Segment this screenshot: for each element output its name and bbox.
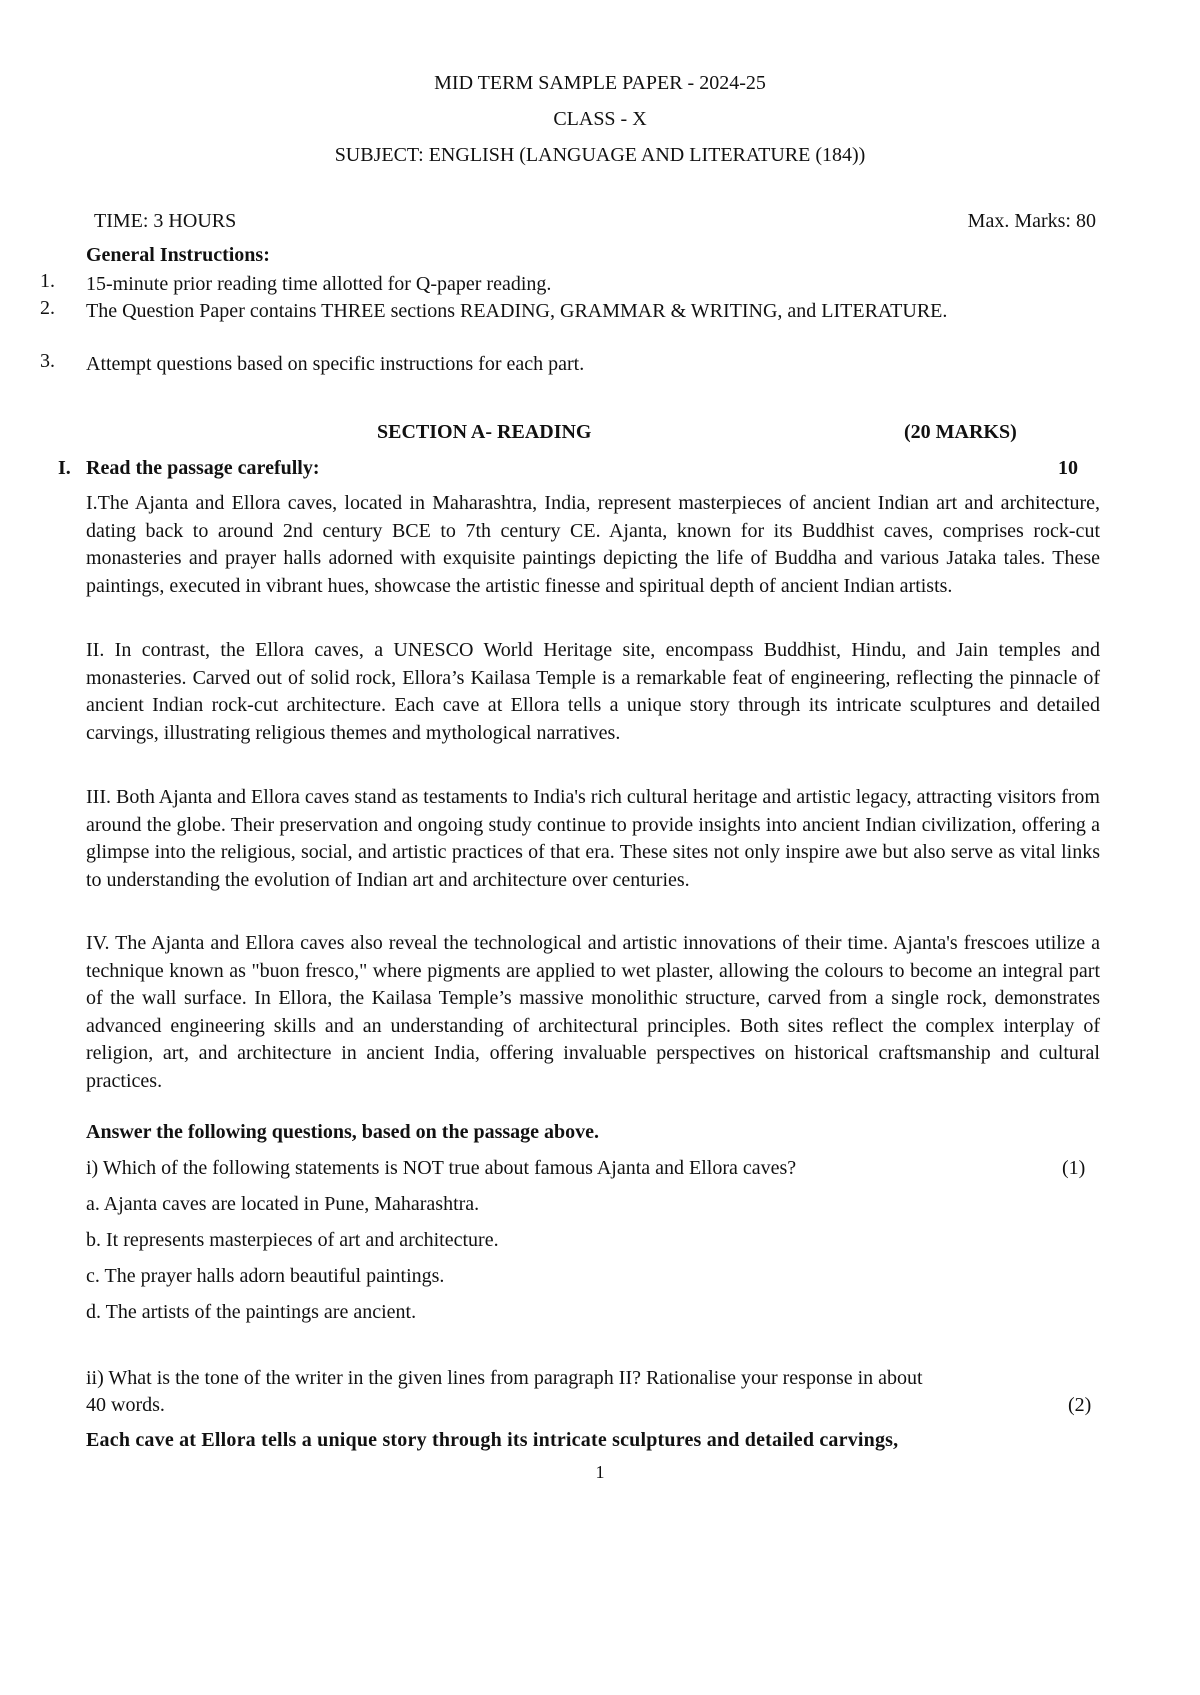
instruction-text: Attempt questions based on specific instructions for each part.: [86, 353, 585, 375]
paper-title: MID TERM SAMPLE PAPER - 2024-25: [434, 72, 766, 94]
question-ii-text-cont: 40 words.: [86, 1394, 165, 1416]
instruction-number: 2.: [40, 297, 55, 319]
instructions-heading: General Instructions:: [86, 244, 270, 266]
option-b: b. It represents masterpieces of art and architecture.: [86, 1229, 499, 1251]
question-ii-quote: Each cave at Ellora tells a unique story through its intricate sculptures and detailed carvings,: [86, 1429, 899, 1451]
question-prompt: Read the passage carefully:: [86, 457, 320, 479]
max-marks-label: Max. Marks: 80: [967, 210, 1096, 232]
page-number: 1: [595, 1462, 605, 1482]
passage-paragraph: I.The Ajanta and Ellora caves, located in Maharashtra, India, represent masterpieces of ancient Indian art and architecture, dating back to around 2nd century BCE to 7th century CE. Ajanta, known for its Buddhist caves, comprises rock-cut monasteries and prayer halls adorned with exquisite paintings depicting the life of Buddha and various Jataka tales. These paintings, executed in vibrant hues, showcase the artistic finesse and spiritual depth of ancient Indian artists.: [86, 492, 1100, 597]
option-d: d. The artists of the paintings are ancient.: [86, 1301, 417, 1323]
class-label: CLASS - X: [553, 108, 647, 130]
option-c: c. The prayer halls adorn beautiful paintings.: [86, 1265, 445, 1287]
questions-heading: Answer the following questions, based on the passage above.: [86, 1121, 600, 1143]
question-number: I.: [58, 457, 71, 479]
question-i-marks: (1): [1062, 1157, 1086, 1179]
section-marks: (20 MARKS): [904, 421, 1017, 443]
question-ii-marks: (2): [1068, 1394, 1092, 1416]
instruction-text: 15-minute prior reading time allotted for Q-paper reading.: [86, 273, 552, 295]
passage-paragraph: IV. The Ajanta and Ellora caves also reveal the technological and artistic innovations of their time. Ajanta's frescoes utilize a technique known as "buon fresco," where pigments are applied to wet plaster, allowing the colours to become an integral part of the wall surface. In Ellora, the Kailasa Temple’s massive monolithic structure, carved from a single rock, demonstrates advanced engineering skills and an understanding of architectural principles. Both sites reflect the complex interplay of religion, art, and architecture in ancient India, offering invaluable perspectives on historical craftsmanship and cultural practices.: [86, 932, 1100, 1092]
instruction-number: 1.: [40, 270, 55, 292]
question-ii-text: ii) What is the tone of the writer in the given lines from paragraph II? Rationalise your response in about: [86, 1367, 923, 1389]
instruction-text: The Question Paper contains THREE sections READING, GRAMMAR & WRITING, and LITERATURE.: [86, 300, 948, 322]
passage-paragraph: II. In contrast, the Ellora caves, a UNESCO World Heritage site, encompass Buddhist, Hindu, and Jain temples and monasteries. Carved out of solid rock, Ellora’s Kailasa Temple is a remarkable feat of engineering, reflecting the pinnacle of ancient Indian rock-cut architecture. Each cave at Ellora tells a unique story through its intricate sculptures and detailed carvings, illustrating religious themes and mythological narratives.: [86, 639, 1100, 744]
instruction-number: 3.: [40, 350, 55, 372]
time-label: TIME: 3 HOURS: [94, 210, 237, 232]
section-title: SECTION A- READING: [377, 421, 592, 443]
passage-paragraph: III. Both Ajanta and Ellora caves stand as testaments to India's rich cultural heritage and artistic legacy, attracting visitors from around the globe. Their preservation and ongoing study continue to provide insights into ancient Indian civilization, offering a glimpse into the religious, social, and artistic practices of that era. These sites not only inspire awe but also serve as vital links to understanding the evolution of Indian art and architecture over centuries.: [86, 786, 1100, 891]
subject-label: SUBJECT: ENGLISH (LANGUAGE AND LITERATURE (184)): [334, 144, 866, 166]
question-marks: 10: [1058, 457, 1078, 479]
option-a: a. Ajanta caves are located in Pune, Maharashtra.: [86, 1193, 480, 1215]
question-i-text: i) Which of the following statements is NOT true about famous Ajanta and Ellora caves?: [86, 1157, 797, 1179]
